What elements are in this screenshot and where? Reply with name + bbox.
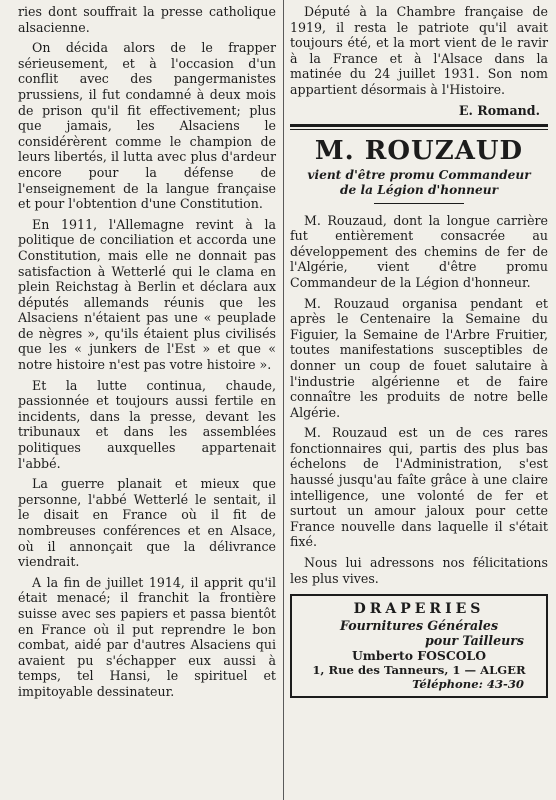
- right-column: [290, 4, 548, 698]
- article-paragraph: Nous lui adressons nos félicitations les plus vives.: [290, 555, 548, 586]
- ad-merchant-name: Umberto FOSCOLO: [352, 648, 486, 664]
- headline-rule: [374, 203, 464, 204]
- ad-title: DRAPERIES: [353, 601, 485, 618]
- article-subheadline-line2: de la Légion d'honneur: [340, 182, 498, 197]
- article-paragraph: Et la lutte continua, chaude, passionnée et toujours aussi fertile en incidents, dans la presse, devant les tribunaux et dans les assemblées politiques auxquelles appartenait l'abbé.: [18, 377, 276, 471]
- ad-address: 1, Rue des Tanneurs, 1 — ALGER: [312, 663, 526, 678]
- ad-phone: Téléphone: 43-30: [412, 677, 524, 692]
- article-paragraph: ries dont souffrait la presse catholique alsacienne.: [18, 4, 276, 35]
- article-headline: M. ROUZAUD: [314, 135, 524, 166]
- section-separator-thin: [290, 129, 548, 130]
- article-subheadline-line1: vient d'être promu Commandeur: [307, 167, 531, 182]
- ad-line1: Fournitures Générales: [339, 618, 499, 634]
- article-paragraph: A la fin de juillet 1914, il apprit qu'il était menacé; il franchit la frontière suisse avec ses papiers et passa bientôt en France où il put reprendre le bon combat, aidé par d'autres Alsaciens qui avaient pu s'échapper eux aussi à temps, tel Hansi, le spirituel et impitoyable dessinateur.: [18, 574, 276, 699]
- ad-line2: pour Tailleurs: [425, 633, 524, 649]
- article-paragraph: M. Rouzaud, dont la longue carrière fut entièrement consacrée au développement des chemins de fer de l'Algérie, vient d'être promu Commandeur de la Légion d'honneur.: [290, 212, 548, 290]
- column-divider: [283, 0, 284, 800]
- section-separator-thick: [290, 124, 548, 127]
- article-paragraph: On décida alors de le frapper sérieusement, et à l'occasion d'un conflit avec des pangermanistes prussiens, il fut condamné à deux mois de prison qu'il fit effectivement; plus que jamais, les Alsaciens le considérèrent comme le champion de leurs libertés, il lutta avec plus d'ardeur encore pour la défense de l'enseignement de la langue française et pour l'obtention d'une Constitution.: [18, 40, 276, 212]
- left-column: [18, 4, 276, 705]
- advertisement-box: [290, 594, 548, 698]
- article-paragraph: M. Rouzaud organisa pendant et après le Centenaire la Semaine du Figuier, la Semaine de l'Arbre Fruitier, toutes manifestations susceptibles de donner un coup de fouet salutaire à l'industrie algérienne et de faire connaître les produits de notre belle Algérie.: [290, 295, 548, 420]
- article-paragraph: M. Rouzaud est un de ces rares fonctionnaires qui, partis des plus bas échelons de l'Administration, s'est haussé jusqu'au faîte grâce à une claire intelligence, une volonté de fer et surtout un amour jaloux pour cette France nouvelle dans laquelle il s'était fixé.: [290, 425, 548, 550]
- article-paragraph: La guerre planait et mieux que personne, l'abbé Wetterlé le sentait, il le disait en France où il fit de nombreuses conférences et en Alsace, où il annonçait que la délivrance viendrait.: [18, 476, 276, 570]
- author-signature: E. Romand.: [458, 102, 540, 118]
- article-paragraph: En 1911, l'Allemagne revint à la politique de conciliation et accorda une Constitution, mais elle ne donnait pas satisfaction à Wetterlé qui le clama en plein Reichstag à Berlin et déclara aux députés allemands réunis que les Alsaciens n'étaient pas une « peuplade de nègres », qu'ils étaient plus civilisés que les « junkers de l'Est » et que « notre histoire n'est pas votre histoire ».: [18, 216, 276, 373]
- article-paragraph: Député à la Chambre française de 1919, il resta le patriote qu'il avait toujours été, et la mort vient de le ravir à la France et à l'Alsace dans la matinée du 24 juillet 1931. Son nom appartient désormais à l'Histoire.: [290, 4, 548, 97]
